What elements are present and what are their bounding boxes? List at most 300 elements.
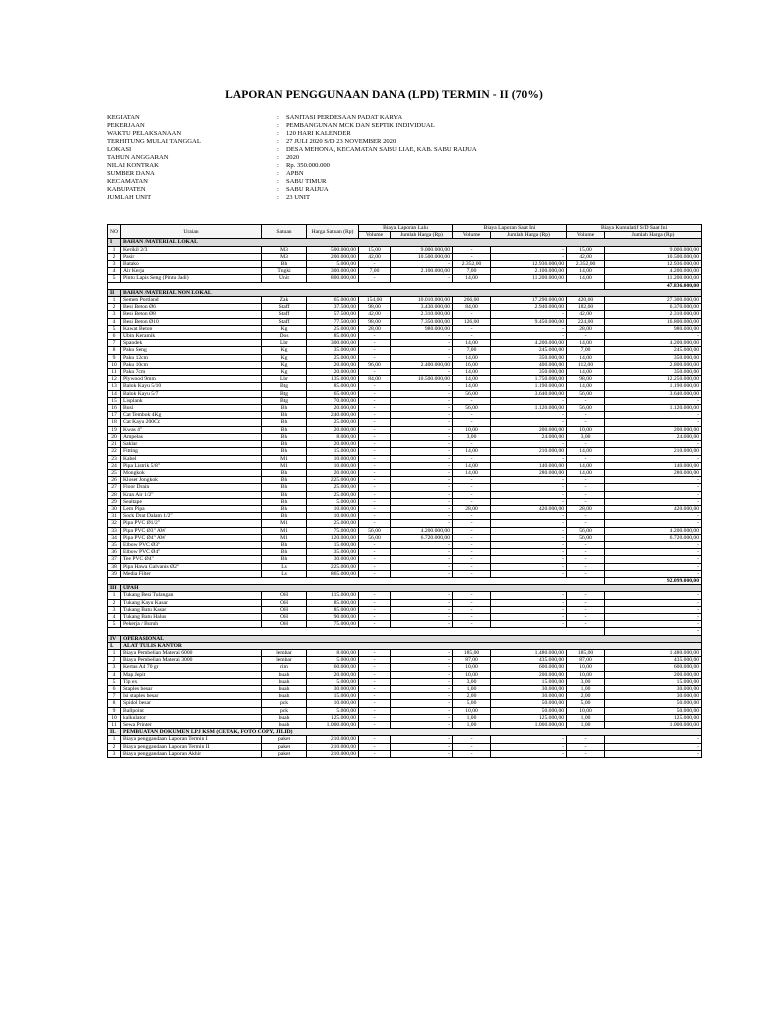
- cell-jumlah-ini: 1.480.000,00: [491, 649, 567, 656]
- cell-volume-kumulatif: 185,00: [567, 649, 605, 656]
- cell-jumlah-kumulatif: 15.000,00: [605, 678, 702, 685]
- cell-volume-kumulatif: 1,00: [567, 714, 605, 721]
- cell-satuan: Bh: [262, 556, 307, 563]
- cell-uraian: Lem Pipa: [121, 505, 262, 512]
- cell-jumlah-ini: 200.000,00: [491, 426, 567, 433]
- cell-jumlah-ini: 435.000,00: [491, 657, 567, 664]
- cell-volume-ini: -: [453, 498, 491, 505]
- cell-jumlah-lalu: -: [391, 613, 453, 620]
- cell-volume-kumulatif: -: [567, 556, 605, 563]
- cell-satuan: lembar: [262, 649, 307, 656]
- table-row: [108, 397, 702, 404]
- cell-volume-lalu: -: [359, 477, 391, 484]
- cell-harga-satuan: 5.000,00: [307, 261, 359, 268]
- cell-harga-satuan: 300.000,00: [307, 340, 359, 347]
- table-row: [108, 261, 702, 268]
- cell-volume-kumulatif: 14,00: [567, 268, 605, 275]
- header-biaya-kumulatif: Biaya Kumulatif S/D Saat Ini: [567, 225, 702, 232]
- subtotal-row: [108, 282, 702, 289]
- cell-no: 2: [108, 599, 121, 606]
- cell-jumlah-ini: -: [491, 621, 567, 628]
- cell-jumlah-lalu: 9.000.000,00: [391, 246, 453, 253]
- cell-volume-lalu: -: [359, 513, 391, 520]
- cell-jumlah-lalu: -: [391, 563, 453, 570]
- cell-volume-ini: 185,00: [453, 649, 491, 656]
- cell-uraian: Pipa PVC Ø3" AW: [121, 527, 262, 534]
- table-row: [108, 657, 702, 664]
- table-row: [108, 563, 702, 570]
- cell-volume-kumulatif: 112,00: [567, 361, 605, 368]
- cell-volume-kumulatif: 87,00: [567, 657, 605, 664]
- cell-uraian: Busi: [121, 405, 262, 412]
- cell-volume-lalu: -: [359, 556, 391, 563]
- cell-volume-kumulatif: -: [567, 333, 605, 340]
- cell-jumlah-ini: -: [491, 563, 567, 570]
- info-label: WAKTU PELAKSANAAN: [107, 130, 182, 137]
- cell-volume-kumulatif: -: [567, 412, 605, 419]
- cell-jumlah-lalu: -: [391, 621, 453, 628]
- cell-uraian: Spandek: [121, 340, 262, 347]
- cell-jumlah-kumulatif: -: [605, 419, 702, 426]
- cell-no: 38: [108, 563, 121, 570]
- cell-satuan: Bh: [262, 441, 307, 448]
- cell-jumlah-ini: 15.000,00: [491, 678, 567, 685]
- cell-jumlah-lalu: -: [391, 390, 453, 397]
- cell-volume-kumulatif: -: [567, 397, 605, 404]
- info-colon: :: [277, 194, 279, 201]
- cell-jumlah-lalu: -: [391, 657, 453, 664]
- cell-satuan: Zak: [262, 297, 307, 304]
- cell-volume-kumulatif: -: [567, 613, 605, 620]
- cell-uraian: Tip ex: [121, 678, 262, 685]
- table-row: [108, 369, 702, 376]
- cell-jumlah-ini: -: [491, 599, 567, 606]
- cell-harga-satuan: 225.000,00: [307, 477, 359, 484]
- cell-jumlah-kumulatif: -: [605, 592, 702, 599]
- table-row: [108, 347, 702, 354]
- cell-volume-ini: -: [453, 570, 491, 577]
- cell-volume-kumulatif: 10,00: [567, 426, 605, 433]
- table-row: [108, 505, 702, 512]
- cell-jumlah-ini: -: [491, 541, 567, 548]
- cell-volume-lalu: -: [359, 714, 391, 721]
- section-header-row: [108, 289, 702, 296]
- cell-jumlah-ini: 2.100.000,00: [491, 268, 567, 275]
- info-row: [107, 154, 686, 162]
- cell-jumlah-kumulatif: 4.200.000,00: [605, 340, 702, 347]
- cell-volume-ini: -: [453, 311, 491, 318]
- cell-harga-satuan: 85.000,00: [307, 599, 359, 606]
- cell-satuan: Bh: [262, 469, 307, 476]
- cell-harga-satuan: 37.500,00: [307, 304, 359, 311]
- cell-no: 31: [108, 513, 121, 520]
- cell-volume-lalu: -: [359, 340, 391, 347]
- cell-volume-lalu: -: [359, 700, 391, 707]
- cell-uraian: Sealtape: [121, 498, 262, 505]
- cell-jumlah-lalu: -: [391, 743, 453, 750]
- cell-volume-ini: 126,00: [453, 318, 491, 325]
- cell-no: 3: [108, 750, 121, 757]
- cell-jumlah-ini: -: [491, 311, 567, 318]
- cell-jumlah-ini: 17.290.000,00: [491, 297, 567, 304]
- cell-jumlah-lalu: -: [391, 369, 453, 376]
- cell-jumlah-lalu: -: [391, 700, 453, 707]
- table-row: [108, 412, 702, 419]
- cell-jumlah-kumulatif: 1.190.000,00: [605, 383, 702, 390]
- cell-volume-kumulatif: -: [567, 491, 605, 498]
- cell-volume-ini: 14,00: [453, 340, 491, 347]
- cell-jumlah-ini: 600.000,00: [491, 664, 567, 671]
- cell-satuan: Staff: [262, 304, 307, 311]
- cell-uraian: Ubin Keramik: [121, 333, 262, 340]
- cell-uraian: Isi staples besar: [121, 693, 262, 700]
- cell-volume-kumulatif: -: [567, 520, 605, 527]
- cell-volume-lalu: -: [359, 448, 391, 455]
- cell-jumlah-kumulatif: -: [605, 563, 702, 570]
- cell-volume-kumulatif: 14,00: [567, 448, 605, 455]
- cell-satuan: Staff: [262, 318, 307, 325]
- cell-volume-lalu: -: [359, 736, 391, 743]
- cell-harga-satuan: 8.000,00: [307, 433, 359, 440]
- cell-uraian: Cat Kayu 200Cc: [121, 419, 262, 426]
- table-row: [108, 253, 702, 260]
- cell-volume-lalu: -: [359, 549, 391, 556]
- cell-satuan: Kg: [262, 347, 307, 354]
- table-row: [108, 513, 702, 520]
- cell-uraian: Ampelas: [121, 433, 262, 440]
- subtotal-row: [108, 577, 702, 584]
- info-row: [107, 114, 686, 122]
- cell-volume-kumulatif: -: [567, 541, 605, 548]
- cell-no: 2: [108, 304, 121, 311]
- cell-volume-kumulatif: -: [567, 513, 605, 520]
- info-colon: :: [277, 162, 279, 169]
- cell-jumlah-kumulatif: -: [605, 397, 702, 404]
- info-row: [107, 194, 686, 202]
- cell-jumlah-ini: -: [491, 498, 567, 505]
- cell-no: 28: [108, 491, 121, 498]
- cell-no: 4: [108, 268, 121, 275]
- cell-no: 21: [108, 441, 121, 448]
- cell-harga-satuan: 60.000,00: [307, 664, 359, 671]
- cell-no: 19: [108, 426, 121, 433]
- cell-volume-ini: -: [453, 246, 491, 253]
- cell-no: 6: [108, 686, 121, 693]
- cell-no: 14: [108, 390, 121, 397]
- cell-volume-kumulatif: 10,00: [567, 664, 605, 671]
- cell-jumlah-ini: 1.120.000,00: [491, 405, 567, 412]
- cell-jumlah-kumulatif: -: [605, 570, 702, 577]
- table-row: [108, 549, 702, 556]
- report-title: LAPORAN PENGGUNAAN DANA (LPD) TERMIN - II (70%): [225, 89, 543, 101]
- cell-harga-satuan: 25.000,00: [307, 325, 359, 332]
- cell-volume-lalu: -: [359, 541, 391, 548]
- cell-volume-lalu: -: [359, 722, 391, 729]
- info-value: SANITASI PERDESAAN PADAT KARYA: [286, 114, 403, 121]
- table-row: [108, 419, 702, 426]
- cell-jumlah-kumulatif: 12.250.000,00: [605, 376, 702, 383]
- cell-no: 9: [108, 707, 121, 714]
- cell-volume-ini: 16,00: [453, 361, 491, 368]
- cell-uraian: kalkulator: [121, 714, 262, 721]
- cell-jumlah-kumulatif: -: [605, 549, 702, 556]
- cell-no: 3: [108, 261, 121, 268]
- cell-jumlah-kumulatif: 980.000,00: [605, 325, 702, 332]
- cell-uraian: Biaya penggandaan Laporan Termin I: [121, 736, 262, 743]
- cell-satuan: Bh: [262, 484, 307, 491]
- cell-jumlah-lalu: -: [391, 606, 453, 613]
- cell-no: 10: [108, 714, 121, 721]
- cell-uraian: Biaya Pembelian Materai 3000: [121, 657, 262, 664]
- cell-volume-kumulatif: 14,00: [567, 369, 605, 376]
- cell-satuan: M1: [262, 534, 307, 541]
- section-number: IV: [108, 635, 121, 642]
- table-row: [108, 570, 702, 577]
- cell-uraian: Tukang Batu Halus: [121, 613, 262, 620]
- cell-volume-lalu: 7,00: [359, 268, 391, 275]
- cell-jumlah-ini: 11.200.000,00: [491, 275, 567, 282]
- cell-satuan: M1: [262, 520, 307, 527]
- cell-jumlah-kumulatif: -: [605, 513, 702, 520]
- cell-jumlah-kumulatif: -: [605, 520, 702, 527]
- cell-volume-lalu: -: [359, 621, 391, 628]
- table-row: [108, 527, 702, 534]
- cell-no: 9: [108, 354, 121, 361]
- cell-volume-kumulatif: 224,00: [567, 318, 605, 325]
- table-row: [108, 541, 702, 548]
- cell-satuan: Tngki: [262, 268, 307, 275]
- cell-jumlah-lalu: 10.010.000,00: [391, 297, 453, 304]
- cell-satuan: paket: [262, 736, 307, 743]
- cell-volume-lalu: -: [359, 649, 391, 656]
- cell-volume-kumulatif: -: [567, 570, 605, 577]
- cell-jumlah-lalu: -: [391, 505, 453, 512]
- table-row: [108, 664, 702, 671]
- cell-volume-lalu: -: [359, 671, 391, 678]
- cell-volume-kumulatif: -: [567, 736, 605, 743]
- cell-volume-lalu: 56,00: [359, 534, 391, 541]
- cell-uraian: Kerikil 2/3: [121, 246, 262, 253]
- cell-no: 36: [108, 549, 121, 556]
- cell-no: 35: [108, 541, 121, 548]
- section-title: ALAT TULIS KANTOR: [121, 642, 702, 649]
- cell-harga-satuan: 865.000,00: [307, 570, 359, 577]
- cell-volume-kumulatif: 1,00: [567, 686, 605, 693]
- cell-jumlah-kumulatif: -: [605, 599, 702, 606]
- cell-harga-satuan: 85.000,00: [307, 383, 359, 390]
- cell-no: 10: [108, 361, 121, 368]
- cell-jumlah-ini: -: [491, 412, 567, 419]
- info-label: NILAI KONTRAK: [107, 162, 159, 169]
- subtotal-value: -: [605, 628, 702, 635]
- info-colon: :: [277, 170, 279, 177]
- cell-satuan: buah: [262, 686, 307, 693]
- table-row: [108, 318, 702, 325]
- cell-volume-ini: -: [453, 592, 491, 599]
- cell-uraian: Tukang Kayu Kasar: [121, 599, 262, 606]
- cell-volume-ini: 2.352,00: [453, 261, 491, 268]
- cell-harga-satuan: 1.000.000,00: [307, 722, 359, 729]
- cell-volume-ini: 10,00: [453, 707, 491, 714]
- cell-jumlah-ini: -: [491, 325, 567, 332]
- table-row: [108, 361, 702, 368]
- cell-jumlah-lalu: -: [391, 707, 453, 714]
- table-row: [108, 491, 702, 498]
- header-jumlah-harga: Jumlah Harga (Rp): [491, 232, 567, 239]
- cell-jumlah-kumulatif: 9.000.000,00: [605, 246, 702, 253]
- cell-jumlah-kumulatif: 140.000,00: [605, 462, 702, 469]
- cell-no: 7: [108, 693, 121, 700]
- info-label: KABUPATEN: [107, 186, 146, 193]
- cell-uraian: Air Kerja: [121, 268, 262, 275]
- cell-volume-lalu: -: [359, 599, 391, 606]
- info-colon: :: [277, 146, 279, 153]
- cell-jumlah-ini: 50.000,00: [491, 707, 567, 714]
- cell-jumlah-ini: -: [491, 570, 567, 577]
- cell-harga-satuan: 8.000,00: [307, 649, 359, 656]
- cell-jumlah-kumulatif: 350.000,00: [605, 354, 702, 361]
- cell-uraian: Saklar: [121, 441, 262, 448]
- cell-satuan: Bh: [262, 412, 307, 419]
- cell-volume-ini: -: [453, 477, 491, 484]
- cell-no: 11: [108, 369, 121, 376]
- cell-volume-kumulatif: -: [567, 563, 605, 570]
- table-row: [108, 613, 702, 620]
- cell-jumlah-ini: -: [491, 527, 567, 534]
- header-jumlah-harga: Jumlah Harga (Rp): [605, 232, 702, 239]
- table-row: [108, 484, 702, 491]
- cell-volume-ini: 14,00: [453, 354, 491, 361]
- info-label: JUMLAH UNIT: [107, 194, 152, 201]
- cell-volume-lalu: -: [359, 520, 391, 527]
- cell-volume-lalu: -: [359, 686, 391, 693]
- cell-harga-satuan: 75.000,00: [307, 621, 359, 628]
- info-row: [107, 130, 686, 138]
- cell-uraian: Balok Kayu 5/7: [121, 390, 262, 397]
- section-title: BAHAN /MATERIAL NON LOKAL: [121, 289, 702, 296]
- cell-volume-lalu: -: [359, 383, 391, 390]
- cell-jumlah-kumulatif: 280.000,00: [605, 469, 702, 476]
- table-row: [108, 311, 702, 318]
- cell-volume-lalu: -: [359, 419, 391, 426]
- project-info: [107, 114, 686, 202]
- section-title: BAHAN /MATERIAL LOKAL: [121, 239, 702, 246]
- cell-jumlah-lalu: -: [391, 513, 453, 520]
- cell-jumlah-kumulatif: 6.720.000,00: [605, 534, 702, 541]
- cell-no: 2: [108, 743, 121, 750]
- cell-uraian: Semen Portland: [121, 297, 262, 304]
- cell-volume-ini: 14,00: [453, 275, 491, 282]
- info-value: SABU RAIJUA: [286, 186, 329, 193]
- cell-satuan: M1: [262, 462, 307, 469]
- cell-volume-lalu: -: [359, 693, 391, 700]
- table-row: [108, 649, 702, 656]
- cell-jumlah-kumulatif: 420.000,00: [605, 505, 702, 512]
- cell-volume-ini: 3,00: [453, 678, 491, 685]
- cell-volume-kumulatif: 1,00: [567, 722, 605, 729]
- cell-jumlah-lalu: -: [391, 462, 453, 469]
- cell-volume-lalu: -: [359, 743, 391, 750]
- cell-no: 30: [108, 505, 121, 512]
- info-label: TAHUN ANGGARAN: [107, 154, 169, 161]
- cell-jumlah-kumulatif: 4.200.000,00: [605, 268, 702, 275]
- cell-jumlah-kumulatif: 1.120.000,00: [605, 405, 702, 412]
- cell-volume-lalu: -: [359, 333, 391, 340]
- cell-volume-ini: -: [453, 549, 491, 556]
- cell-harga-satuan: 57.500,00: [307, 311, 359, 318]
- cell-harga-satuan: 135.000,00: [307, 376, 359, 383]
- cell-jumlah-kumulatif: 4.200.000,00: [605, 527, 702, 534]
- cell-harga-satuan: 25.000,00: [307, 491, 359, 498]
- cell-jumlah-kumulatif: -: [605, 484, 702, 491]
- cell-harga-satuan: 800.000,00: [307, 275, 359, 282]
- section-title: OPERASIONAL: [121, 635, 702, 642]
- cell-jumlah-ini: -: [491, 549, 567, 556]
- cell-volume-lalu: -: [359, 354, 391, 361]
- cell-uraian: Biaya penggandaan Laporan Akhir: [121, 750, 262, 757]
- cell-volume-ini: 28,00: [453, 505, 491, 512]
- cell-volume-ini: 3,00: [453, 433, 491, 440]
- cell-harga-satuan: 85.000,00: [307, 606, 359, 613]
- cell-jumlah-lalu: 2.100.000,00: [391, 268, 453, 275]
- cell-satuan: Bh: [262, 541, 307, 548]
- info-label: PEKERJAAN: [107, 122, 145, 129]
- cell-volume-ini: 14,00: [453, 448, 491, 455]
- cell-jumlah-lalu: -: [391, 570, 453, 577]
- cell-uraian: Media Filter: [121, 570, 262, 577]
- cell-jumlah-kumulatif: 435.000,00: [605, 657, 702, 664]
- cell-volume-ini: 14,00: [453, 369, 491, 376]
- cell-satuan: M3: [262, 246, 307, 253]
- cell-jumlah-ini: 280.000,00: [491, 469, 567, 476]
- cell-jumlah-lalu: -: [391, 671, 453, 678]
- cell-harga-satuan: 210.000,00: [307, 750, 359, 757]
- table-row: [108, 700, 702, 707]
- cell-jumlah-lalu: -: [391, 664, 453, 671]
- cell-jumlah-kumulatif: 245.000,00: [605, 347, 702, 354]
- section-number: III: [108, 585, 121, 592]
- cell-jumlah-kumulatif: 6.370.000,00: [605, 304, 702, 311]
- cell-uraian: Staples besar: [121, 686, 262, 693]
- cell-uraian: Kran Air 1/2": [121, 491, 262, 498]
- info-row: [107, 186, 686, 194]
- cell-jumlah-ini: -: [491, 743, 567, 750]
- cell-volume-lalu: 28,00: [359, 325, 391, 332]
- cell-jumlah-ini: -: [491, 520, 567, 527]
- cell-jumlah-lalu: 4.200.000,00: [391, 527, 453, 534]
- cell-jumlah-kumulatif: 200.000,00: [605, 426, 702, 433]
- cell-harga-satuan: 20.000,00: [307, 405, 359, 412]
- cell-volume-kumulatif: 28,00: [567, 505, 605, 512]
- header-jumlah-harga: Jumlah Harga (Rp): [391, 232, 453, 239]
- cell-uraian: Pekerja / Buruh: [121, 621, 262, 628]
- cell-volume-kumulatif: 10,00: [567, 671, 605, 678]
- cell-jumlah-kumulatif: 1.480.000,00: [605, 649, 702, 656]
- cell-satuan: Bh: [262, 498, 307, 505]
- cell-jumlah-lalu: -: [391, 491, 453, 498]
- cell-harga-satuan: 20.000,00: [307, 441, 359, 448]
- table-row: [108, 383, 702, 390]
- cell-jumlah-ini: -: [491, 556, 567, 563]
- table-row: [108, 678, 702, 685]
- cell-jumlah-lalu: -: [391, 397, 453, 404]
- cell-volume-lalu: 84,00: [359, 376, 391, 383]
- cell-no: 26: [108, 477, 121, 484]
- cell-jumlah-lalu: -: [391, 448, 453, 455]
- table-row: [108, 520, 702, 527]
- cell-volume-lalu: -: [359, 613, 391, 620]
- header-uraian: Uraian: [121, 225, 262, 239]
